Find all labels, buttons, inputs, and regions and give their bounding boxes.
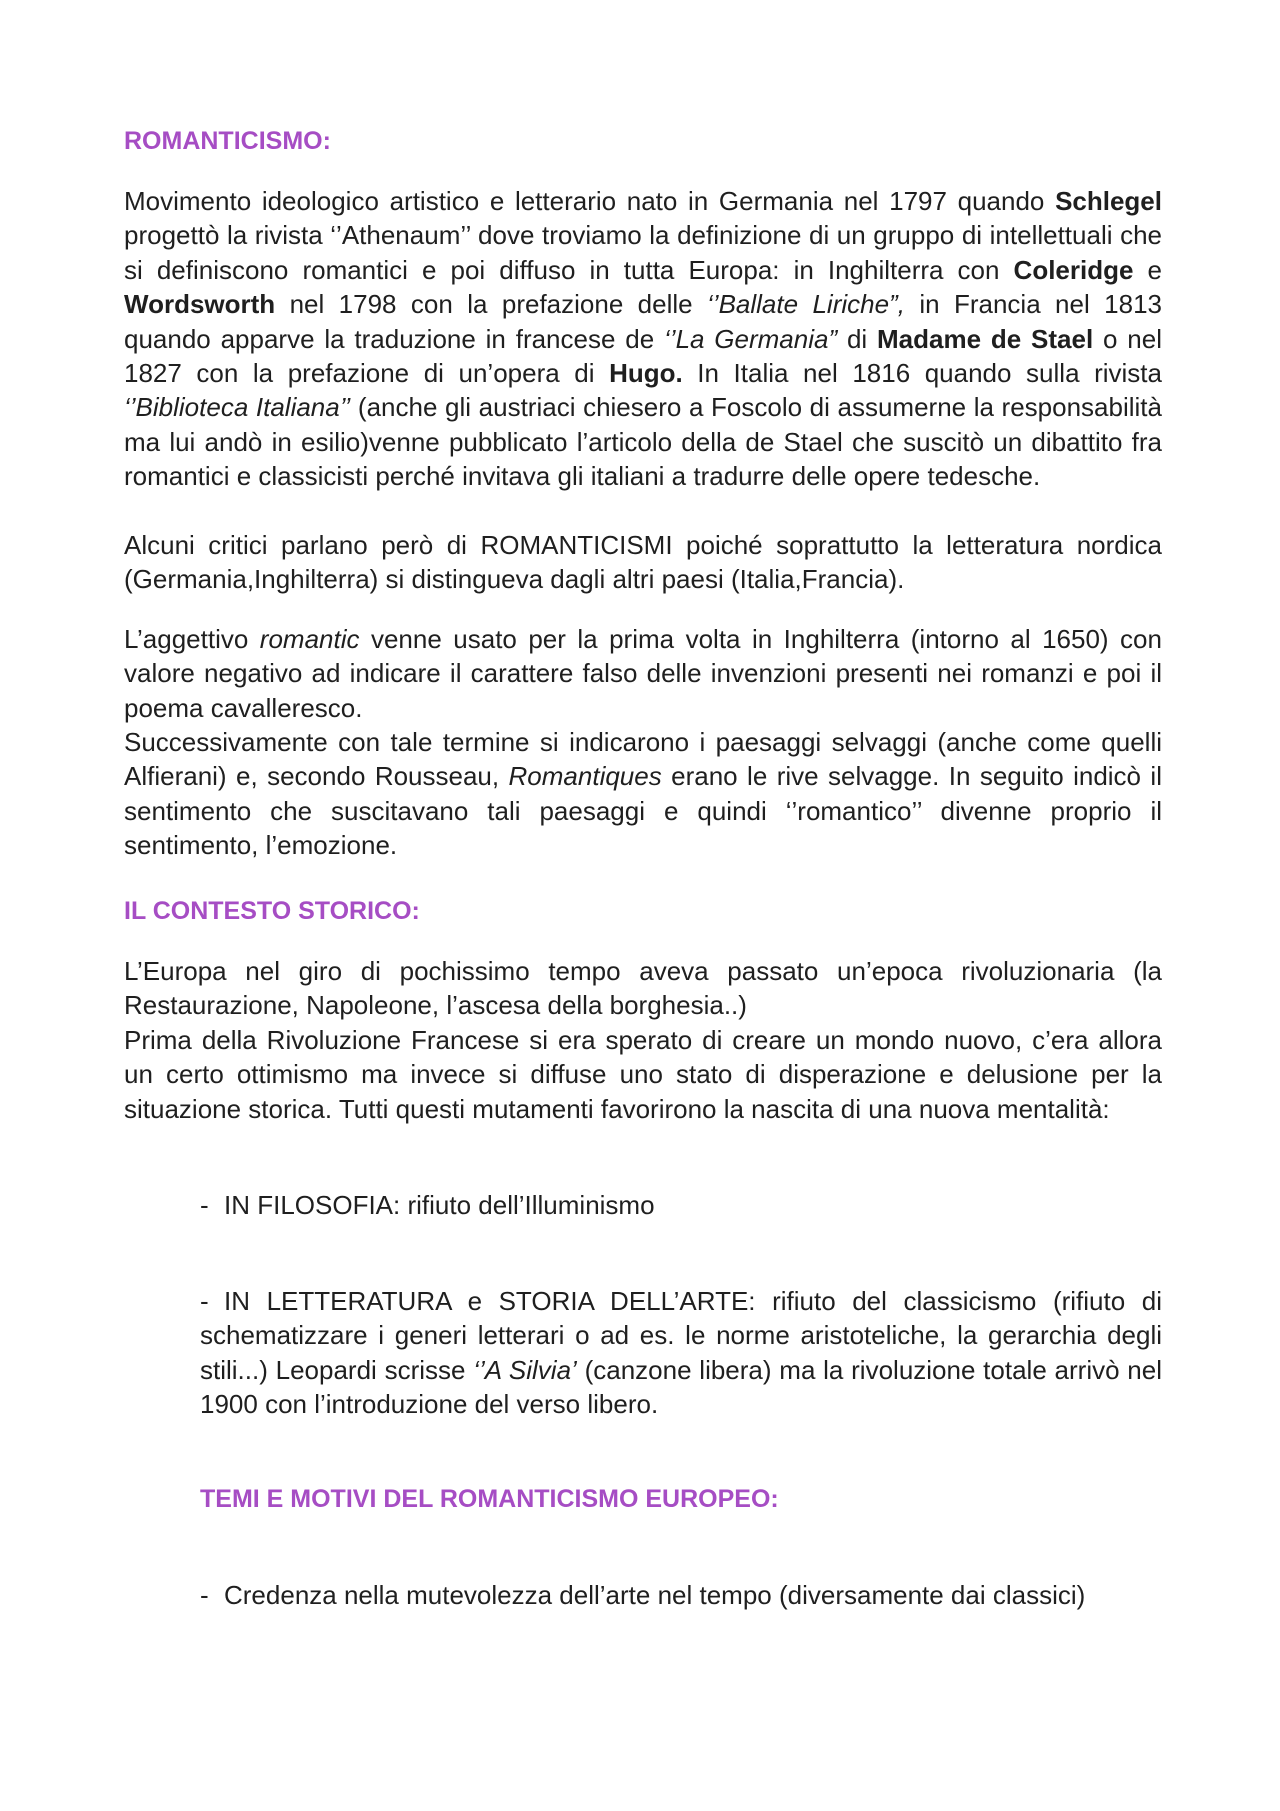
paragraph-aggettivo: L’aggettivo romantic venne usato per la prima volta in Inghilterra (intorno al 1650) con valore negativo ad indicare il carattere falso delle invenzioni presenti nei romanzi e poi il poema cavalleresco. — [124, 624, 1162, 723]
paragraph-europa: L’Europa nel giro di pochissimo tempo aveva passato un’epoca rivoluzionaria (la Restaurazione, Napoleone, l’ascesa della borghesia..) — [124, 956, 1162, 1021]
paragraph-romanticismi: Alcuni critici parlano però di ROMANTICISMI poiché soprattutto la letteratura nordica (Germania,Inghilterra) si distingueva dagli altri paesi (Italia,Francia). — [124, 530, 1162, 595]
list-item-filosofia: - IN FILOSOFIA: rifiuto dell’Illuminismo — [200, 1190, 655, 1220]
heading-romanticismo: ROMANTICISMO: — [124, 127, 331, 155]
heading-temi-motivi: TEMI E MOTIVI DEL ROMANTICISMO EUROPEO: — [200, 1485, 779, 1513]
list-item-mutevolezza: - Credenza nella mutevolezza dell’arte nel tempo (diversamente dai classici) — [200, 1580, 1086, 1610]
list-item-letteratura: - IN LETTERATURA e STORIA DELL’ARTE: rifiuto del classicismo (rifiuto di schematizzare i generi letterari o ad es. le norme aristoteliche, la gerarchia degli stili...) Leopardi scrisse ‘’A Silvia’ (canzone libera) ma la rivoluzione totale arrivò nel 1900 con l’introduzione del verso libero. — [200, 1286, 1162, 1420]
heading-contesto-storico: IL CONTESTO STORICO: — [124, 897, 420, 925]
paragraph-successivamente: Successivamente con tale termine si indicarono i paesaggi selvaggi (anche come quelli Alfierani) e, secondo Rousseau, Romantiques erano le rive selvagge. In seguito indicò il sentimento che suscitavano tali paesaggi e quindi ‘’romantico’’ divenne proprio il sentimento, l’emozione. — [124, 727, 1162, 861]
paragraph-origins: Movimento ideologico artistico e letterario nato in Germania nel 1797 quando Schlegel progettò la rivista ‘’Athenaum’’ dove troviamo la definizione di un gruppo di intellettuali che si definiscono romantici e poi diffuso in tutta Europa: in Inghilterra con Coleridge e Wordsworth nel 1798 con la prefazione delle ‘’Ballate Liriche”, in Francia nel 1813 quando apparve la traduzione in francese de ‘’La Germania” di Madame de Stael o nel 1827 con la prefazione di un’opera di Hugo. In Italia nel 1816 quando sulla rivista ‘’Biblioteca Italiana’’ (anche gli austriaci chiesero a Foscolo di assumerne la responsabilità ma lui andò in esilio)venne pubblicato l’articolo della de Stael che suscitò un dibattito fra romantici e classicisti perché invitava gli italiani a tradurre delle opere tedesche. — [124, 186, 1162, 492]
paragraph-rivoluzione: Prima della Rivoluzione Francese si era sperato di creare un mondo nuovo, c’era allora un certo ottimismo ma invece si diffuse uno stato di disperazione e delusione per la situazione storica. Tutti questi mutamenti favorirono la nascita di una nuova mentalità: — [124, 1025, 1162, 1124]
